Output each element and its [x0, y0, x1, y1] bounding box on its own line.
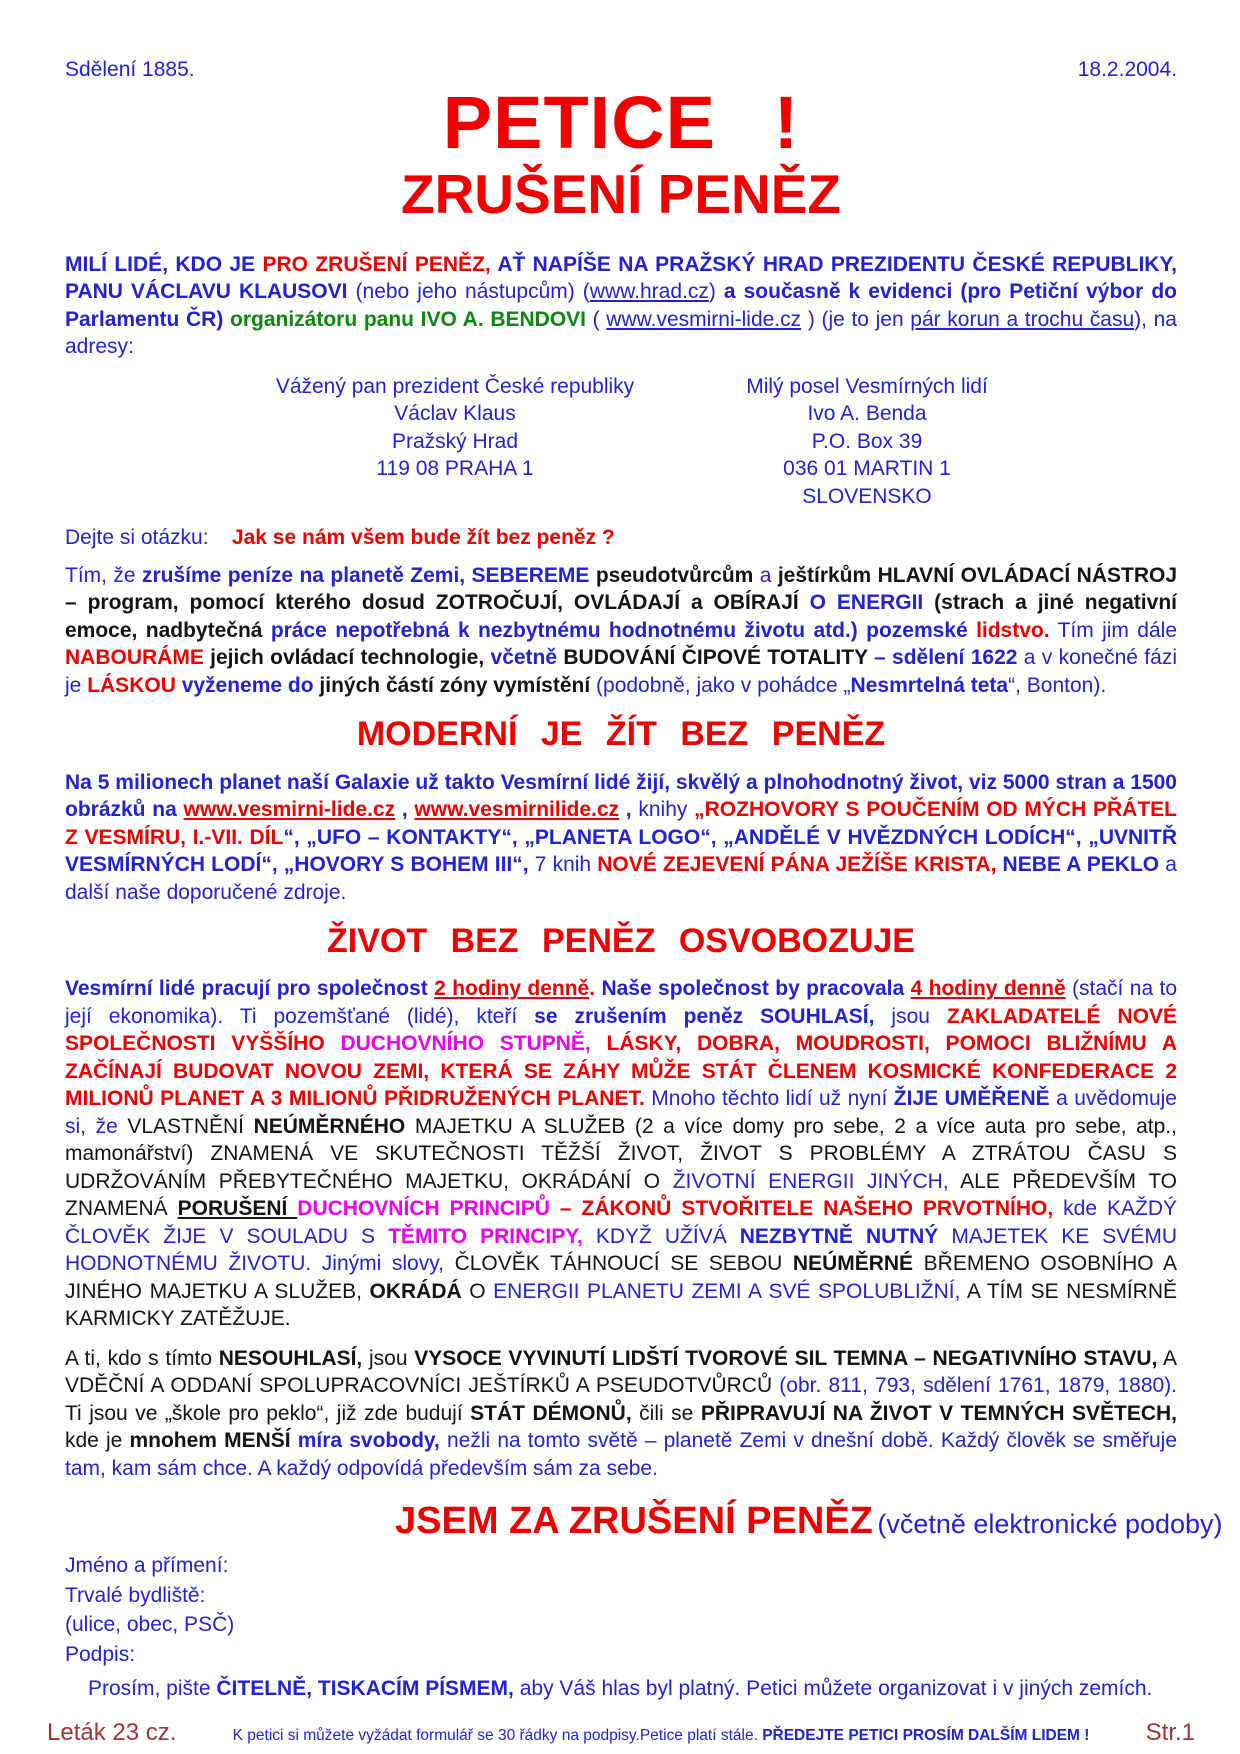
message-number: Sdělení 1885.	[65, 58, 195, 81]
text-run: DUCHOVNÍHO STUPNĚ,	[340, 1032, 591, 1056]
text-run: Vesmírní lidé pracují pro společnost	[65, 977, 435, 1001]
text-run: Ti jsou ve „škole pro peklo“, již zde budují	[65, 1401, 471, 1425]
disagree-paragraph	[65, 1345, 1177, 1483]
text-run: jsou	[874, 1004, 947, 1028]
section-heading-modern: MODERNÍ JE ŽÍT BEZ PENĚZ	[356, 715, 886, 754]
spacer	[214, 526, 226, 549]
field-label-signature: Podpis:	[65, 1642, 136, 1666]
address-organizer	[697, 373, 1037, 511]
text-run: „ROZHOVORY S POUČENÍM OD MÝCH PŘÁTEL Z VESMÍRU, I.-VII. DÍL	[65, 798, 1177, 849]
text-run: AŤ NAPÍŠE NA PRAŽSKÝ HRAD PREZIDENTU ČESKÉ REPUBLIKY, PANU VÁCLAVU KLAUSOVI	[65, 252, 1177, 304]
document-header	[65, 58, 1177, 82]
text-run: LÁSKOU	[87, 673, 176, 697]
text-run: Nesmrtelná teta	[850, 673, 1009, 697]
section-heading-life: ŽIVOT BEZ PENĚZ OSVOBOZUJE	[327, 922, 915, 961]
text-run: TĚMITO PRINCIPY,	[388, 1224, 583, 1248]
main-title: PETICE !	[442, 81, 800, 164]
text-run: organizátoru panu IVO A. BENDOVI	[230, 307, 593, 331]
text-run: zrušíme peníze na planetě Zemi, SEBEREME	[141, 563, 596, 587]
text-run: A ti, kdo s tímto	[65, 1346, 219, 1370]
modern-paragraph	[65, 769, 1177, 907]
text-run: (podobně, jako v pohádce „	[596, 673, 851, 697]
text-run: O	[469, 1279, 494, 1303]
text-run: ALE PŘEDEVŠÍM TO ZNAMENÁ	[65, 1169, 1177, 1221]
text-run: (	[592, 307, 607, 331]
text-run: Tím, že	[65, 563, 142, 587]
text-run: ještírkům HLAVNÍ OVLÁDACÍ NÁSTROJ – program, pomocí kterého dosud ZOTROČUJÍ, OVLÁDAJÍ a OBÍRAJÍ	[65, 563, 1177, 615]
text-run: nežli na tomto světě – planetě Zemi v dnešní době. Každý člověk se směřuje tam, kam sám chce. A každý odpovídá především sám za sebe.	[65, 1429, 1178, 1480]
field-label-name: Jméno a přímení:	[65, 1554, 229, 1578]
text-run: NEZBYTNĚ NUTNÝ	[739, 1224, 952, 1248]
address-line: 036 01 MARTIN 1	[783, 457, 951, 481]
text-run: pseudotvůrcům	[595, 563, 760, 587]
text-run: .	[589, 977, 602, 1001]
question-line	[65, 524, 1177, 552]
address-line: Pražský Hrad	[391, 429, 519, 453]
text-run: a v konečné fázi je	[65, 646, 1177, 697]
text-run: MILÍ LIDÉ, KDO JE	[65, 252, 263, 276]
text-run: míra svobody,	[297, 1429, 440, 1453]
text-run: jejich ovládací technologie,	[203, 646, 491, 670]
address-president	[225, 373, 685, 511]
text-run: včetně	[490, 646, 564, 670]
text-run: Tím jim dále	[1049, 618, 1178, 642]
text-run: K petici si můžete vyžádat formulář se 30 řádky na podpisy.Petice platí stále.	[232, 1726, 763, 1744]
text-run: a	[759, 563, 778, 587]
text-run: aby Váš hlas byl platný. Petici můžete organizovat i v jiných zemích.	[513, 1677, 1153, 1701]
text-run: jsou	[362, 1346, 415, 1370]
page-number: Str.1	[1145, 1718, 1195, 1746]
text-run: ,	[395, 798, 415, 822]
address-line: Václav Klaus	[394, 402, 516, 426]
text-run: ) (je to jen	[801, 307, 911, 331]
text-run: práce nepotřebná k nezbytnému hodnotnému životu atd.) pozemské	[270, 618, 977, 642]
main-paragraph	[65, 562, 1177, 700]
text-run: STÁT DÉMONŮ,	[470, 1401, 632, 1425]
text-run: pár korun a trochu času	[910, 307, 1135, 331]
address-line: SLOVENSKO	[802, 484, 932, 508]
question-text: Jak se nám všem bude žít bez peněz ?	[231, 526, 615, 550]
text-run: LÁSKY, DOBRA, MOUDROSTI, POMOCI BLIŽNÍMU A ZAČÍNAJÍ BUDOVAT NOVOU ZEMI, KTERÁ SE ZÁHY MŮŽE STÁT ČLENEM KOSMICKÉ KONFEDERACE 2 MILIONŮ PLANET A 3 MILIONŮ PŘIDRUŽENÝCH PLANET.	[65, 1032, 1177, 1111]
footer-note	[176, 1726, 1145, 1746]
address-line: 119 08 PRAHA 1	[376, 457, 534, 481]
address-line: Milý posel Vesmírných lidí	[746, 374, 988, 398]
text-run: lidstvo.	[976, 618, 1050, 642]
text-run: jiných částí zóny vymístění	[319, 673, 597, 697]
text-run: kde je	[65, 1429, 130, 1453]
text-run: “, „UFO – KONTAKTY“, „PLANETA LOGO“, „ANDĚLÉ V HVĚZDNÝCH LODÍCH“, „UVNITŘ VESMÍRNÝCH LODÍ“, „HOVORY S BOHEM III“,	[65, 825, 1177, 877]
text-run: DUCHOVNÍCH PRINCIPŮ	[297, 1197, 560, 1221]
text-run: Na 5 milionech planet naší Galaxie už takto Vesmírní lidé žijí, skvělý a plnohodnotný život, viz 5000 stran a 1500 obrázků na	[65, 770, 1177, 822]
text-run: NEÚMĚRNÉHO	[253, 1114, 415, 1138]
text-run: KDYŽ UŽÍVÁ	[582, 1224, 740, 1248]
text-run: ČLOVĚK TÁHNOUCÍ SE SEBOU	[454, 1252, 793, 1276]
text-run: 4 hodiny denně	[910, 977, 1066, 1001]
text-run: ,	[619, 798, 639, 822]
link-vesmirni-lide-cz[interactable]: www.vesmirni-lide.cz	[606, 307, 802, 331]
text-run: NOVÉ ZEJEVENÍ PÁNA JEŽÍŠE KRISTA,	[597, 853, 997, 877]
field-label-residence: Trvalé bydliště:	[65, 1583, 206, 1607]
text-run: a další naše doporučené zdroje.	[65, 853, 1177, 904]
address-line: Vážený pan prezident České republiky	[275, 374, 635, 398]
text-run: VLASTNĚNÍ	[127, 1114, 254, 1138]
signup-heading	[65, 1500, 1223, 1543]
text-run: knihy	[638, 798, 695, 822]
text-run: NEÚMĚRNÉ	[792, 1252, 924, 1276]
signup-fields	[65, 1551, 1177, 1669]
text-run: ŽIVOTNÍ ENERGII JINÝCH,	[672, 1169, 949, 1193]
subtitle: ZRUŠENÍ PENĚZ	[400, 163, 842, 226]
text-run: (stačí na to její ekonomika). Ti pozemšťané (lidé), kteří	[65, 977, 1178, 1028]
text-run: NEBE A PEKLO	[996, 853, 1166, 877]
text-run: – sdělení 1622	[874, 646, 1024, 670]
text-run: se zrušením peněz SOUHLASÍ,	[534, 1004, 875, 1028]
text-run: MAJETKU A SLUŽEB (2 a více domy pro sebe, 2 a více auta pro sebe, atp., mamonářství) ZNAMENÁ VE SKUTEČNOSTI TĚŽŠÍ ŽIVOT, ŽIVOT S PROBLÉMY A ZTRÁTOU ČASU S UDRŽOVÁNÍM PŘEBYTEČNÉHO MAJETKU, OKRÁDÁNÍ O	[65, 1114, 1177, 1193]
text-run: čili se	[631, 1401, 701, 1425]
text-run: ŽIJE UMĚŘENĚ	[893, 1087, 1050, 1111]
text-run: 7 knih	[528, 853, 598, 877]
text-run: ENERGII PLANETU ZEMI A SVÉ SPOLUBLIŽNÍ,	[493, 1279, 961, 1303]
text-run: ČITELNĚ, TISKACÍM PÍSMEM,	[216, 1677, 514, 1701]
text-run: BUDOVÁNÍ ČIPOVÉ TOTALITY	[563, 646, 875, 670]
leaflet-number: Leták 23 cz.	[47, 1718, 177, 1746]
text-run: PŘIPRAVUJÍ NA ŽIVOT V TEMNÝCH SVĚTECH,	[700, 1401, 1178, 1425]
question-label: Dejte si otázku:	[65, 526, 209, 550]
link-hrad-cz[interactable]: www.hrad.cz	[589, 280, 709, 304]
text-run: “, Bonton).	[1008, 673, 1107, 697]
field-label-address-hint: (ulice, obec, PSČ)	[65, 1613, 235, 1637]
text-run: Naše společnost by pracovala	[601, 977, 911, 1001]
text-run: vyženeme do	[175, 673, 320, 697]
text-run: BŘEMENO OSOBNÍHO A JINÉHO MAJETKU A SLUŽEB,	[65, 1252, 1177, 1303]
text-run: MAJETEK KE SVÉMU HODNOTNÉMU ŽIVOTU. Jinými slovy,	[65, 1224, 1177, 1276]
signup-heading-main: JSEM ZA ZRUŠENÍ PENĚZ	[395, 1500, 873, 1543]
text-run: Mnoho těchto lidí už nyní	[644, 1087, 894, 1111]
addresses-block	[65, 373, 1177, 511]
intro-paragraph	[65, 251, 1177, 361]
text-run: PŘEDEJTE PETICI PROSÍM DALŠÍM LIDEM !	[762, 1726, 1090, 1744]
text-run: ZAKLADATELÉ NOVÉ SPOLEČNOSTI VYŠŠÍHO	[65, 1004, 1177, 1056]
text-run: a současně k evidenci (pro Petiční výbor do Parlamentu ČR)	[65, 280, 1177, 331]
text-run: – ZÁKONŮ STVOŘITELE NAŠEHO PRVOTNÍHO,	[559, 1197, 1054, 1221]
signup-heading-suffix: (včetně elektronické podoby)	[877, 1509, 1223, 1540]
text-run: PORUŠENÍ	[177, 1197, 298, 1221]
text-run: PRO ZRUŠENÍ PENĚZ,	[262, 252, 491, 276]
document-date: 18.2.2004.	[1077, 58, 1177, 81]
life-paragraph	[65, 975, 1177, 1333]
address-line: Ivo A. Benda	[807, 402, 927, 426]
text-run: 2 hodiny denně	[434, 977, 590, 1001]
text-run: NABOURÁME	[65, 646, 204, 670]
text-run: a uvědomuje si, že	[65, 1087, 1177, 1138]
text-run: )	[708, 280, 724, 304]
signup-note	[65, 1675, 1177, 1703]
text-run: (strach a jiné negativní emoce, nadbytečná	[65, 591, 1177, 642]
address-line: P.O. Box 39	[811, 429, 923, 453]
text-run: (obr. 811, 793, sdělení 1761, 1879, 1880).	[779, 1374, 1178, 1398]
text-run: NESOUHLASÍ,	[218, 1346, 363, 1370]
text-run: (nebo jeho nástupcům) (	[355, 280, 590, 304]
text-run: mnohem MENŠÍ	[129, 1429, 298, 1453]
link-vesmirnilide-cz[interactable]: www.vesmirnilide.cz	[414, 798, 620, 822]
link-vesmirni-lide-cz[interactable]: www.vesmirni-lide.cz	[183, 798, 396, 822]
text-run: kde KAŽDÝ ČLOVĚK ŽIJE V SOULADU S	[65, 1197, 1178, 1248]
text-run: VYSOCE VYVINUTÍ LIDŠTÍ TVOROVÉ SIL TEMNA – NEGATIVNÍHO STAVU,	[414, 1346, 1158, 1370]
text-run: A VDĚČNÍ A ODDANÍ SPOLUPRACOVNÍCI JEŠTÍRKŮ A PSEUDOTVŮRCŮ	[65, 1346, 1177, 1398]
text-run: Prosím, pište	[88, 1677, 217, 1701]
text-run: A TÍM SE NESMÍRNĚ KARMICKY ZATĚŽUJE.	[65, 1279, 1178, 1331]
text-run: O ENERGII	[809, 591, 935, 615]
text-run: OKRÁDÁ	[369, 1279, 470, 1303]
document-footer	[47, 1719, 1195, 1747]
text-run: ), na adresy:	[65, 307, 1177, 359]
